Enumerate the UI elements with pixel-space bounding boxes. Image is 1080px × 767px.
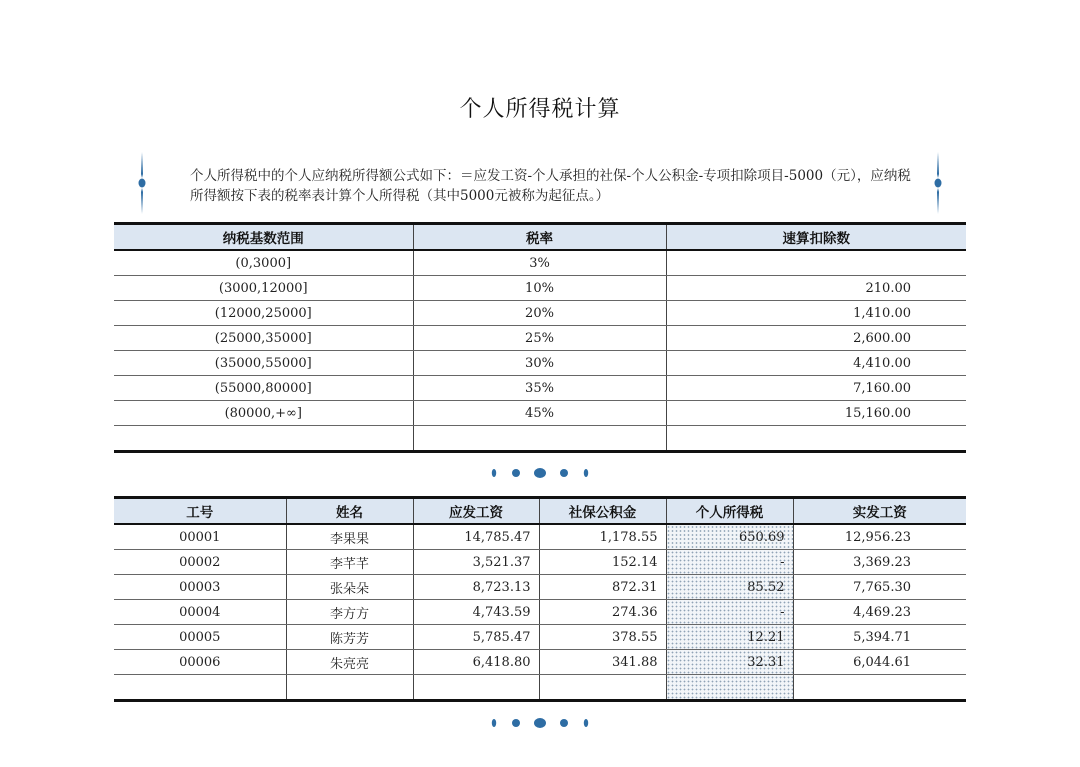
salary-table <box>114 496 966 702</box>
deduction-cell: 15,160.00 <box>666 401 966 426</box>
gross-cell: 5,785.47 <box>413 625 539 650</box>
tax-cell: 650.69 <box>666 524 793 550</box>
name-cell: 李果果 <box>286 524 413 550</box>
column-header: 个人所得税 <box>666 498 793 525</box>
column-header: 姓名 <box>286 498 413 525</box>
net-cell: 7,765.30 <box>793 575 966 600</box>
tax-cell: 85.52 <box>666 575 793 600</box>
social-cell: 274.36 <box>539 600 666 625</box>
deduction-cell <box>666 250 966 276</box>
rate-cell: 30% <box>413 351 666 376</box>
name-cell: 李方方 <box>286 600 413 625</box>
name-cell: 张朵朵 <box>286 575 413 600</box>
range-cell <box>114 426 413 452</box>
deduction-cell: 4,410.00 <box>666 351 966 376</box>
id-cell: 00001 <box>114 524 286 550</box>
net-cell <box>793 675 966 701</box>
deduction-cell: 1,410.00 <box>666 301 966 326</box>
table-row <box>114 600 966 625</box>
gross-cell: 6,418.80 <box>413 650 539 675</box>
tax-cell <box>666 675 793 701</box>
table-row <box>114 524 966 550</box>
deduction-cell: 7,160.00 <box>666 376 966 401</box>
id-cell: 00002 <box>114 550 286 575</box>
gross-cell: 4,743.59 <box>413 600 539 625</box>
table-row <box>114 625 966 650</box>
rate-cell: 25% <box>413 326 666 351</box>
gross-cell <box>413 675 539 701</box>
column-header: 税率 <box>413 224 666 251</box>
id-cell: 00005 <box>114 625 286 650</box>
range-cell: (80000,+∞] <box>114 401 413 426</box>
net-cell: 4,469.23 <box>793 600 966 625</box>
rate-cell: 45% <box>413 401 666 426</box>
tax-rate-table <box>114 222 966 453</box>
tax-cell: - <box>666 600 793 625</box>
range-cell: (12000,25000] <box>114 301 413 326</box>
table-row <box>114 301 966 326</box>
table-row <box>114 575 966 600</box>
tax-cell: 12.21 <box>666 625 793 650</box>
name-cell: 朱亮亮 <box>286 650 413 675</box>
rate-cell: 20% <box>413 301 666 326</box>
name-cell: 陈芳芳 <box>286 625 413 650</box>
table-header-row <box>114 498 966 525</box>
gross-cell: 8,723.13 <box>413 575 539 600</box>
formula-description: 个人所得税中的个人应纳税所得额公式如下：＝应发工资-个人承担的社保-个人公积金-专项扣除项目-5000（元），应纳税所得额按下表的税率表计算个人所得税（其中5000元被称为起征点。） <box>190 168 911 204</box>
social-cell: 378.55 <box>539 625 666 650</box>
table-row <box>114 675 966 701</box>
id-cell: 00003 <box>114 575 286 600</box>
column-header: 应发工资 <box>413 498 539 525</box>
social-cell: 1,178.55 <box>539 524 666 550</box>
column-header: 速算扣除数 <box>666 224 966 251</box>
net-cell: 5,394.71 <box>793 625 966 650</box>
diamond-spindle-icon <box>932 152 944 214</box>
table-header-row <box>114 224 966 251</box>
table-row <box>114 426 966 452</box>
rate-cell: 3% <box>413 250 666 276</box>
tax-cell: - <box>666 550 793 575</box>
gross-cell: 14,785.47 <box>413 524 539 550</box>
social-cell: 872.31 <box>539 575 666 600</box>
page-title: 个人所得税计算 <box>459 97 621 122</box>
rate-cell: 10% <box>413 276 666 301</box>
deduction-cell <box>666 426 966 452</box>
table-row <box>114 276 966 301</box>
table-row <box>114 250 966 276</box>
rate-cell: 35% <box>413 376 666 401</box>
dots-divider-icon <box>486 716 594 730</box>
dots-divider-icon <box>486 466 594 480</box>
id-cell <box>114 675 286 701</box>
column-header: 工号 <box>114 498 286 525</box>
range-cell: (35000,55000] <box>114 351 413 376</box>
rate-cell <box>413 426 666 452</box>
table-row <box>114 650 966 675</box>
column-header: 纳税基数范围 <box>114 224 413 251</box>
tax-cell: 32.31 <box>666 650 793 675</box>
net-cell: 3,369.23 <box>793 550 966 575</box>
table-row <box>114 326 966 351</box>
table-row <box>114 376 966 401</box>
column-header: 实发工资 <box>793 498 966 525</box>
name-cell <box>286 675 413 701</box>
range-cell: (0,3000] <box>114 250 413 276</box>
gross-cell: 3,521.37 <box>413 550 539 575</box>
table-row <box>114 401 966 426</box>
table-row <box>114 550 966 575</box>
name-cell: 李芊芊 <box>286 550 413 575</box>
net-cell: 12,956.23 <box>793 524 966 550</box>
id-cell: 00006 <box>114 650 286 675</box>
range-cell: (55000,80000] <box>114 376 413 401</box>
social-cell: 152.14 <box>539 550 666 575</box>
id-cell: 00004 <box>114 600 286 625</box>
social-cell: 341.88 <box>539 650 666 675</box>
column-header: 社保公积金 <box>539 498 666 525</box>
deduction-cell: 2,600.00 <box>666 326 966 351</box>
deduction-cell: 210.00 <box>666 276 966 301</box>
table-row <box>114 351 966 376</box>
net-cell: 6,044.61 <box>793 650 966 675</box>
social-cell <box>539 675 666 701</box>
range-cell: (3000,12000] <box>114 276 413 301</box>
diamond-spindle-icon <box>136 152 148 214</box>
range-cell: (25000,35000] <box>114 326 413 351</box>
